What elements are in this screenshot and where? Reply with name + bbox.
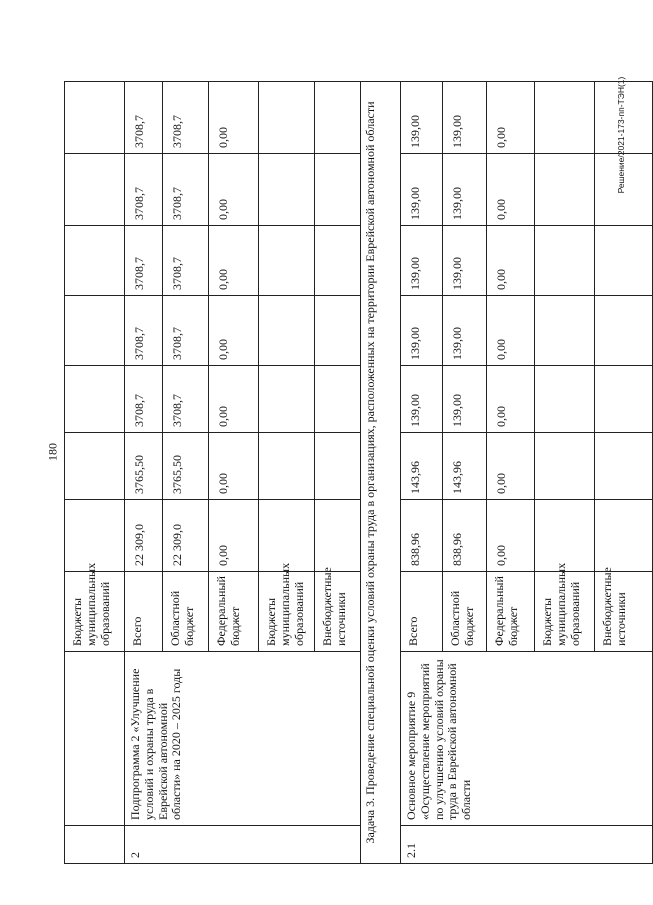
- cell-value: 139,00: [443, 154, 487, 226]
- table-row: [125, 82, 163, 864]
- cell-value: 3708,7: [163, 366, 209, 433]
- activity-name: Основное мероприятие 9 «Осуществление мероприятий по улучшению условий охраны труда в Еврейской автономной области: [401, 652, 653, 826]
- cell-value: 3765,50: [163, 433, 209, 500]
- row-label: Всего: [401, 572, 443, 652]
- cell-value: 139,00: [443, 296, 487, 366]
- row-label: Областной бюджет: [163, 572, 209, 652]
- row-label: Федеральный бюджет: [487, 572, 535, 652]
- cell-value: 143,96: [401, 433, 443, 500]
- row-number: 2: [125, 826, 361, 864]
- cell-value: 0,00: [487, 296, 535, 366]
- task-heading: Задача 3. Проведение специальной оценки условий охраны труда в организациях, расположенных на территории Еврейской автономной области: [361, 82, 401, 864]
- cell-value: 0,00: [209, 154, 259, 226]
- row-label: Бюджеты муниципальных образований: [535, 572, 595, 652]
- cell-value: 3708,7: [125, 226, 163, 296]
- table-row: [65, 82, 125, 864]
- cell-value: 0,00: [209, 226, 259, 296]
- cell-value: 0,00: [487, 82, 535, 154]
- row-label: Внебюджетные источники: [595, 572, 653, 652]
- cell-value: 838,96: [443, 500, 487, 572]
- cell-value: 139,00: [443, 226, 487, 296]
- cell-value: 0,00: [209, 433, 259, 500]
- cell-value: 22 309,0: [163, 500, 209, 572]
- cell-value: 139,00: [401, 154, 443, 226]
- cell-value: 3708,7: [125, 296, 163, 366]
- table-body: [65, 82, 653, 864]
- row-label: Бюджеты муниципальных образований: [65, 572, 125, 652]
- row-label: Бюджеты муниципальных образований: [259, 572, 315, 652]
- table-row: [401, 82, 443, 864]
- cell-value: 22 309,0: [125, 500, 163, 572]
- row-number: 2.1: [401, 826, 653, 864]
- cell-value: 3765,50: [125, 433, 163, 500]
- row-label: Федеральный бюджет: [209, 572, 259, 652]
- cell-value: 3708,7: [125, 154, 163, 226]
- cell-value: 0,00: [487, 500, 535, 572]
- row-label: Всего: [125, 572, 163, 652]
- cell-value: 139,00: [443, 366, 487, 433]
- page-number: 180: [45, 443, 60, 461]
- cell-value: 139,00: [401, 82, 443, 154]
- cell-value: 3708,7: [163, 226, 209, 296]
- row-label: Внебюджетные источники: [315, 572, 361, 652]
- cell-value: 0,00: [209, 82, 259, 154]
- cell-value: 3708,7: [125, 366, 163, 433]
- table-row: [361, 82, 401, 864]
- cell-value: 0,00: [487, 366, 535, 433]
- cell-value: 3708,7: [125, 82, 163, 154]
- document-id: Решение/2021-173-пп-ТЭН(1): [616, 76, 626, 194]
- subprogram-name: Подпрограмма 2 «Улучшение условий и охраны труда в Еврейской автономной области» на 2020 – 2025 годы: [125, 652, 361, 826]
- cell-value: 838,96: [401, 500, 443, 572]
- cell-value: 0,00: [209, 366, 259, 433]
- cell-value: 3708,7: [163, 82, 209, 154]
- cell-value: 0,00: [487, 226, 535, 296]
- cell-value: 3708,7: [163, 296, 209, 366]
- cell-value: 143,96: [443, 433, 487, 500]
- cell-value: 3708,7: [163, 154, 209, 226]
- cell-value: 0,00: [487, 154, 535, 226]
- cell-value: 0,00: [209, 296, 259, 366]
- row-label: Областной бюджет: [443, 572, 487, 652]
- budget-table: [64, 81, 653, 864]
- cell-value: 139,00: [401, 296, 443, 366]
- cell-value: 0,00: [487, 433, 535, 500]
- cell-value: 0,00: [209, 500, 259, 572]
- cell-value: 139,00: [443, 82, 487, 154]
- cell-value: 139,00: [401, 366, 443, 433]
- cell-value: 139,00: [401, 226, 443, 296]
